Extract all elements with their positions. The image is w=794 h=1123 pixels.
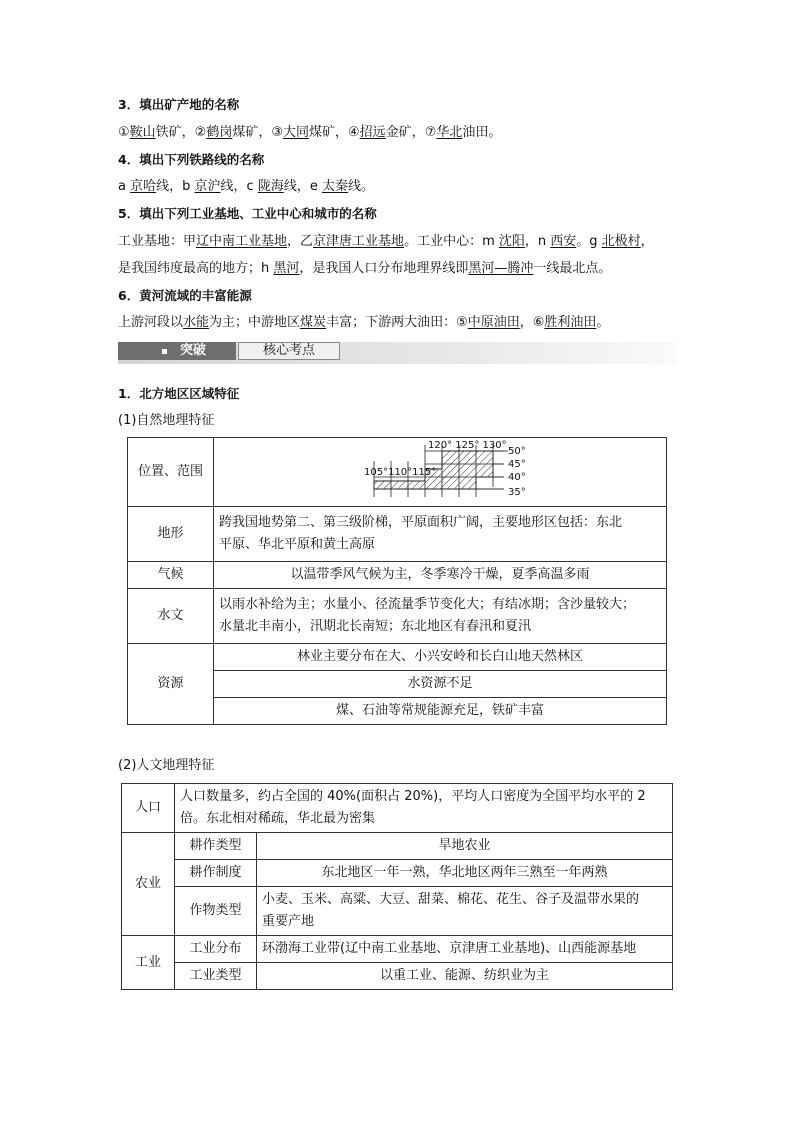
location-label: 位置、范围 (128, 438, 214, 507)
industry-type-label: 工业类型 (175, 963, 257, 990)
section5-heading: 5．填出下列工业基地、工业中心和城市的名称 (118, 206, 377, 221)
terrain-label: 地形 (128, 507, 214, 562)
climate-text: 以温带季风气候为主，冬季寒冷干燥，夏季高温多雨 (214, 562, 667, 589)
location-map-cell (214, 438, 667, 507)
section4-heading: 4．填出下列铁路线的名称 (118, 152, 265, 167)
agriculture-label: 农业 (122, 833, 175, 936)
hydrology-label: 水文 (128, 589, 214, 644)
industry-distribution-value: 环渤海工业带(辽中南工业基地、京津唐工业基地)、山西能源基地 (257, 936, 673, 963)
resource-energy: 煤、石油等常规能源充足，铁矿丰富 (214, 698, 667, 725)
answer-datong: 大同 (283, 125, 310, 140)
section5-line2: 是我国纬度最高的地方；h 黑河，是我国人口分布地理界线即黑河—腾冲一线最北点。 (118, 261, 612, 276)
section-banner (118, 342, 676, 364)
population-label: 人口 (122, 784, 175, 833)
crops-value: 小麦、玉米、高粱、大豆、甜菜、棉花、花生、谷子及温带水果的 重要产地 (257, 887, 673, 936)
resource-forest: 林业主要分布在大、小兴安岭和长白山地天然林区 (214, 644, 667, 671)
industry-label: 工业 (122, 936, 175, 990)
lat-35: 35° (508, 487, 526, 498)
section4-answers: a 京哈线，b 京沪线，c 陇海线，e 太秦线。 (118, 179, 374, 194)
crop-system-label: 耕作制度 (175, 860, 257, 887)
map-top-longitudes: 120° 125° 130° (428, 440, 507, 451)
section6-heading: 6．黄河流域的丰富能源 (118, 288, 252, 303)
crop-type-label: 耕作类型 (175, 833, 257, 860)
lat-40: 40° (508, 472, 526, 483)
hydrology-text: 以雨水补给为主；水量小、径流量季节变化大；有结冰期；含沙量较大； 水量北丰南小，汛期北长南短；东北地区有春汛和夏汛 (214, 589, 667, 644)
natural-features-table (127, 437, 667, 725)
banner-tag-left: 突破 (118, 342, 236, 360)
climate-label: 气候 (128, 562, 214, 589)
north-region-map (214, 439, 664, 505)
answer-hegang: 鹤岗 (206, 125, 233, 140)
lat-45: 45° (508, 459, 526, 470)
natural-subheading: (1)自然地理特征 (118, 413, 215, 428)
industry-distribution-label: 工业分布 (175, 936, 257, 963)
industry-type-value: 以重工业、能源、纺织业为主 (257, 963, 673, 990)
resources-label: 资源 (128, 644, 214, 725)
map-left-longitudes: 105°110°115° (364, 467, 437, 478)
crop-type-value: 旱地农业 (257, 833, 673, 860)
human-subheading: (2)人文地理特征 (118, 758, 215, 773)
part1-heading: 1．北方地区区域特征 (118, 386, 240, 401)
section3-answers: ①鞍山铁矿，②鹤岗煤矿，③大同煤矿，④招远金矿，⑦华北油田。 (118, 125, 502, 140)
population-text: 人口数量多，约占全国的 40%(面积占 20%)，平均人口密度为全国平均水平的 2 倍。东北相对稀疏，华北最为密集 (175, 784, 673, 833)
answer-huabei: 华北 (436, 125, 463, 140)
crops-label: 作物类型 (175, 887, 257, 936)
bullet-square-icon (162, 349, 167, 354)
lat-50: 50° (508, 446, 526, 457)
terrain-text: 跨我国地势第二、第三级阶梯，平原面积广阔，主要地形区包括：东北 平原、华北平原和黄土高原 (214, 507, 667, 562)
banner-tag-right: 核心考点 (238, 342, 340, 360)
section6-line1: 上游河段以水能为主；中游地区煤炭丰富；下游两大油田：⑤中原油田，⑥胜利油田。 (118, 315, 610, 330)
crop-system-value: 东北地区一年一熟，华北地区两年三熟至一年两熟 (257, 860, 673, 887)
answer-anshan: 鞍山 (129, 125, 156, 140)
section3-heading: 3．填出矿产地的名称 (118, 97, 240, 112)
section5-line1: 工业基地：甲辽中南工业基地，乙京津唐工业基地。工业中心：m 沈阳，n 西安。g 北极村， (118, 234, 654, 249)
human-features-table (121, 783, 673, 990)
answer-zhaoyuan: 招远 (359, 125, 386, 140)
resource-water: 水资源不足 (214, 671, 667, 698)
